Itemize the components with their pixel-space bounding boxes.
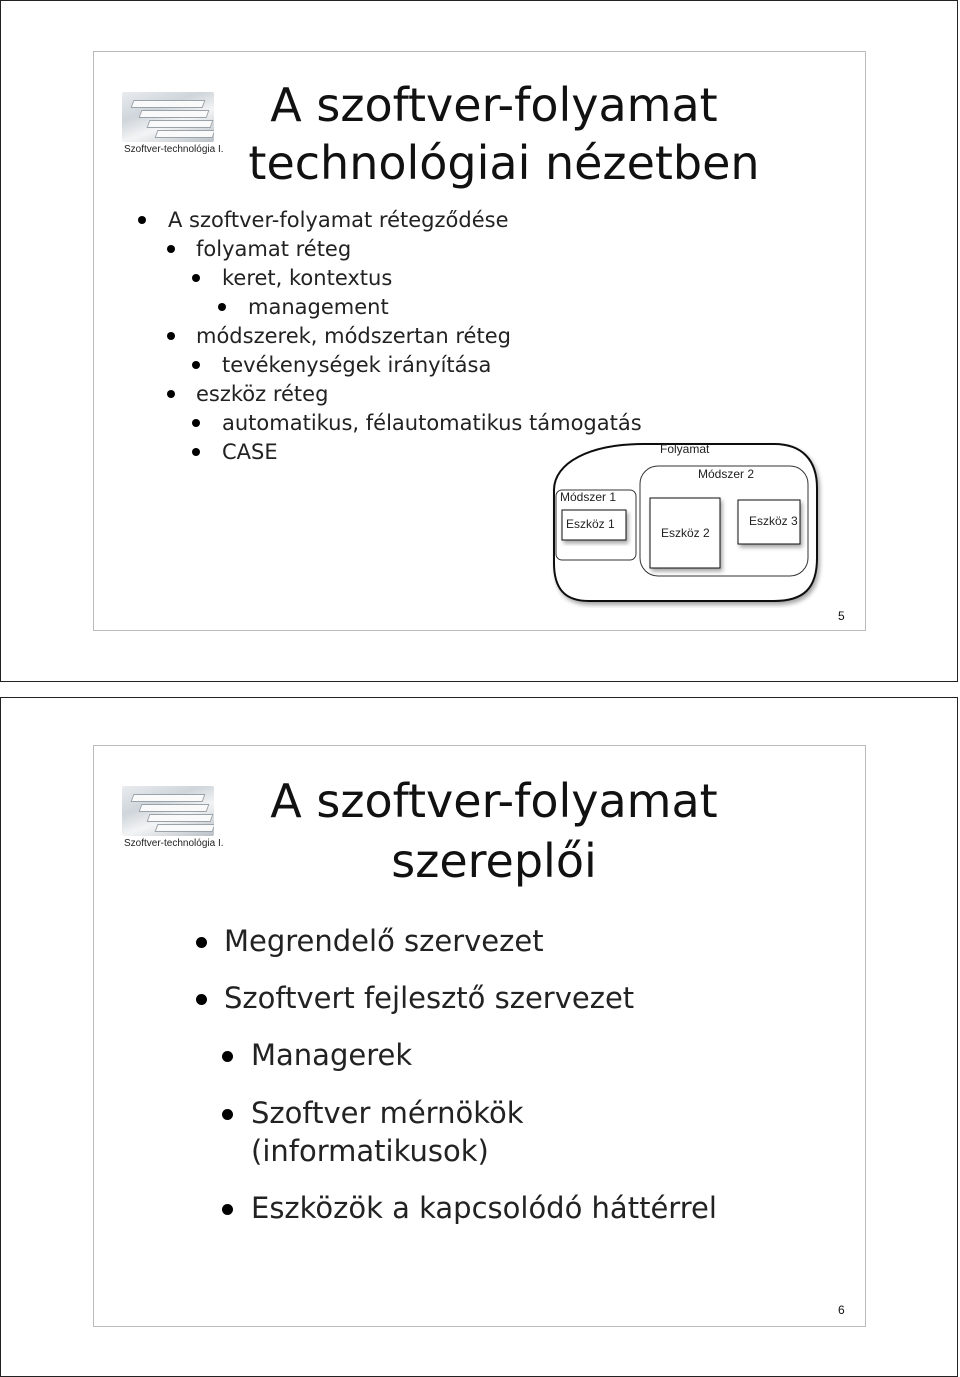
- logo-caption: Szoftver-technológia I.: [124, 838, 224, 849]
- bullet-item: management: [248, 295, 389, 319]
- bullet-dot: [196, 994, 207, 1005]
- bullet-item: eszköz réteg: [196, 382, 329, 406]
- bullet-dot: [167, 390, 175, 398]
- bullet-dot: [196, 937, 207, 948]
- page-number: 5: [838, 609, 845, 623]
- bullet-dot: [222, 1051, 233, 1062]
- bullet-dot: [192, 448, 200, 456]
- bullet-item: Megrendelő szervezet: [224, 924, 544, 958]
- bullet-item: A szoftver-folyamat rétegződése: [168, 208, 509, 232]
- bullet-dot: [218, 303, 226, 311]
- modszer2-label: Módszer 2: [698, 467, 755, 481]
- slide-title-line2: technológiai nézetben: [248, 136, 760, 190]
- slide-5: [93, 51, 866, 631]
- bullet-item-continuation: (informatikusok): [251, 1134, 489, 1168]
- bullet-dot: [222, 1109, 233, 1120]
- bullet-item: CASE: [222, 440, 278, 464]
- bullet-item: automatikus, félautomatikus támogatás: [222, 411, 642, 435]
- slide-title-line2: szereplői: [391, 834, 597, 888]
- bullet-item: tevékenységek irányítása: [222, 353, 492, 377]
- bullet-dot: [167, 332, 175, 340]
- bullet-dot: [167, 245, 175, 253]
- slide-6: [93, 745, 866, 1327]
- eszkoz2-label: Eszköz 2: [661, 526, 710, 540]
- bullet-dot: [192, 361, 200, 369]
- bullet-item: Szoftvert fejlesztő szervezet: [224, 981, 635, 1015]
- page-number: 6: [838, 1303, 845, 1317]
- eszkoz3-label: Eszköz 3: [749, 514, 798, 528]
- course-logo-image: [122, 786, 214, 836]
- modszer1-label: Módszer 1: [560, 490, 617, 504]
- logo-caption: Szoftver-technológia I.: [124, 144, 224, 155]
- slide-title-line1: A szoftver-folyamat: [270, 78, 718, 132]
- eszkoz1-label: Eszköz 1: [566, 517, 615, 531]
- bullet-item: módszerek, módszertan réteg: [196, 324, 511, 348]
- bullet-dot: [192, 419, 200, 427]
- slide-title-line1: A szoftver-folyamat: [270, 774, 718, 828]
- course-logo-image: [122, 92, 214, 142]
- bullet-item: folyamat réteg: [196, 237, 352, 261]
- bullet-item: Szoftver mérnökök: [251, 1096, 524, 1130]
- bullet-item: keret, kontextus: [222, 266, 393, 290]
- bullet-dot: [222, 1204, 233, 1215]
- bullet-dot: [138, 216, 146, 224]
- bullet-item: Eszközök a kapcsolódó háttérrel: [251, 1191, 717, 1225]
- folyamat-label: Folyamat: [660, 442, 710, 456]
- bullet-item: Managerek: [251, 1038, 413, 1072]
- bullet-dot: [192, 274, 200, 282]
